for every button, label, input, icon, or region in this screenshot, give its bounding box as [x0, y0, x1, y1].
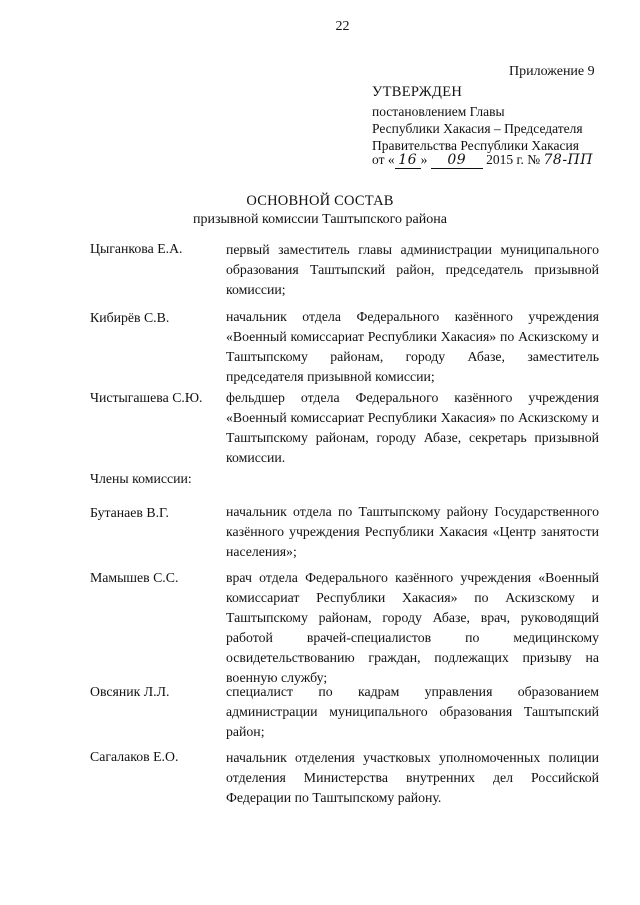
member-role: начальник отдела по Таштыпскому району Государственного казённого учреждения Республики Хакасия «Центр занятости населения»; — [226, 504, 599, 559]
appendix-label: Приложение 9 — [509, 64, 595, 79]
member-name: Мамышев С.С. — [90, 570, 179, 585]
person-role: начальник отдела Федерального казённого учреждения «Военный комиссариат Республики Хакасия» по Аскизскому и Таштыпскому районам, городу Абазе, заместитель председателя призывной комиссии; — [226, 309, 599, 384]
document-subtitle: призывной комиссии Таштыпского района — [193, 212, 447, 227]
post-line-2: Правительства Республики Хакасия — [372, 138, 579, 153]
date-month: 09 — [431, 152, 483, 169]
date-day: 16 — [395, 152, 421, 169]
approval-date-line — [372, 152, 593, 169]
member-name: Овсяник Л.Л. — [90, 684, 170, 699]
person-role: первый заместитель главы администрации муниципального образования Таштыпский район, председатель призывной комиссии; — [226, 242, 599, 297]
member-role: врач отдела Федерального казённого учреждения «Военный комиссариат Республики Хакасия» по Аскизскому и Таштыпскому районам, городу Абазе, врач, руководящий работой врачей-специалистов по медицинскому освидетельствованию граждан, подлежащих призыву на военную службу; — [226, 570, 599, 685]
person-role: фельдшер отдела Федерального казённого учреждения «Военный комиссариат Республики Хакасия» по Аскизскому и Таштыпскому районам, городу Абазе, секретарь призывной комиссии. — [226, 390, 599, 465]
person-name: Чистыгашева С.Ю. — [90, 390, 203, 405]
decree-number: 78-ПП — [543, 152, 593, 168]
person-name: Цыганкова Е.А. — [90, 241, 183, 256]
approved-label: УТВЕРЖДЕН — [372, 84, 463, 100]
page-number: 22 — [335, 19, 350, 34]
date-prefix: от « — [372, 152, 395, 167]
members-heading: Члены комиссии: — [90, 471, 192, 486]
member-name: Бутанаев В.Г. — [90, 505, 169, 520]
date-year: 2015 г. № — [486, 152, 541, 167]
member-name: Сагалаков Е.О. — [90, 749, 179, 764]
person-name: Кибирёв С.В. — [90, 310, 170, 325]
member-role: начальник отделения участковых уполномоченных полиции отделения Министерства внутренних дел Российской Федерации по Таштыпскому району. — [226, 750, 599, 805]
decree-line: постановлением Главы — [372, 104, 505, 119]
post-line-1: Республики Хакасия – Председателя — [372, 121, 583, 136]
member-role: специалист по кадрам управления образованием администрации муниципального образования Таштыпский район; — [226, 684, 599, 739]
document-title: ОСНОВНОЙ СОСТАВ — [246, 193, 394, 209]
date-mid: » — [420, 152, 428, 167]
